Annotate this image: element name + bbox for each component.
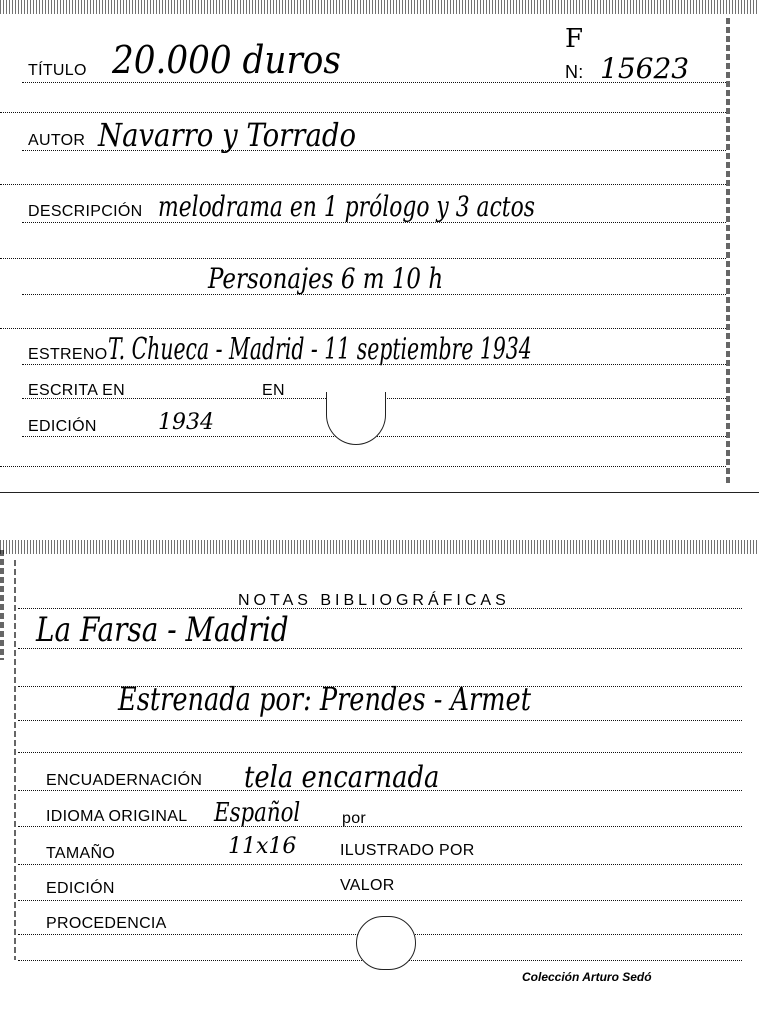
- punch-hole: [326, 392, 386, 445]
- encuadernacion-label: ENCUADERNACIÓN: [46, 772, 203, 789]
- rule: [18, 826, 742, 827]
- escrita-en-label: ESCRITA EN: [28, 382, 125, 399]
- catalog-card-main: [0, 0, 759, 495]
- catalog-card-notes: [0, 540, 759, 1028]
- rule: [0, 184, 726, 185]
- rule: [0, 258, 726, 259]
- card-top-edge: [0, 540, 759, 554]
- valor-label: VALOR: [340, 877, 395, 894]
- card-left-edge: [0, 550, 4, 660]
- descripcion-handwritten-line1: melodrama en 1 prólogo y 3 actos: [158, 190, 535, 223]
- numero-label: N:: [565, 62, 584, 82]
- autor-handwritten: Navarro y Torrado: [98, 116, 357, 154]
- titulo-label: TÍTULO: [28, 62, 87, 79]
- card-top-edge: [0, 0, 759, 14]
- rule: [18, 900, 742, 901]
- notas-handwritten-line1: La Farsa - Madrid: [36, 610, 289, 650]
- estreno-handwritten: T. Chueca - Madrid - 11 septiembre 1934: [108, 332, 532, 367]
- tamano-label: TAMAÑO: [46, 845, 116, 862]
- rule: [0, 466, 726, 467]
- letter-mark-handwritten: F: [565, 24, 584, 54]
- punch-hole: [356, 916, 416, 970]
- rule: [18, 720, 742, 721]
- numero-handwritten: 15623: [600, 52, 690, 85]
- descripcion-label: DESCRIPCIÓN: [28, 203, 143, 220]
- rule: [0, 328, 726, 329]
- descripcion-handwritten-line2: Personajes 6 m 10 h: [208, 262, 444, 295]
- idioma-original-label: IDIOMA ORIGINAL: [46, 808, 188, 825]
- coleccion-stamp: Colección Arturo Sedó: [522, 970, 652, 984]
- estreno-label: ESTRENO: [28, 346, 108, 363]
- autor-label: AUTOR: [28, 132, 86, 149]
- tamano-handwritten: 11x16: [228, 834, 297, 859]
- edicion-handwritten: 1934: [158, 410, 214, 435]
- encuadernacion-handwritten: tela encarnada: [244, 760, 440, 795]
- notas-handwritten-line2: Estrenada por: Prendes - Armet: [118, 680, 531, 718]
- edicion-label: EDICIÓN: [28, 418, 97, 435]
- card-right-edge: [726, 18, 730, 483]
- card-divider: [0, 492, 759, 493]
- procedencia-label: PROCEDENCIA: [46, 915, 167, 932]
- idioma-original-handwritten: Español: [214, 798, 301, 828]
- titulo-handwritten: 20.000 duros: [112, 38, 341, 82]
- rule: [0, 112, 726, 113]
- ilustrado-por-label: ILUSTRADO POR: [340, 842, 475, 859]
- notas-bibliograficas-title: NOTAS BIBLIOGRÁFICAS: [238, 592, 510, 609]
- rule: [18, 752, 742, 753]
- rule: [18, 864, 742, 865]
- edicion-label: EDICIÓN: [46, 880, 115, 897]
- por-label: por: [342, 810, 367, 827]
- en-label: EN: [262, 382, 285, 399]
- card-left-edge-inner: [14, 560, 16, 960]
